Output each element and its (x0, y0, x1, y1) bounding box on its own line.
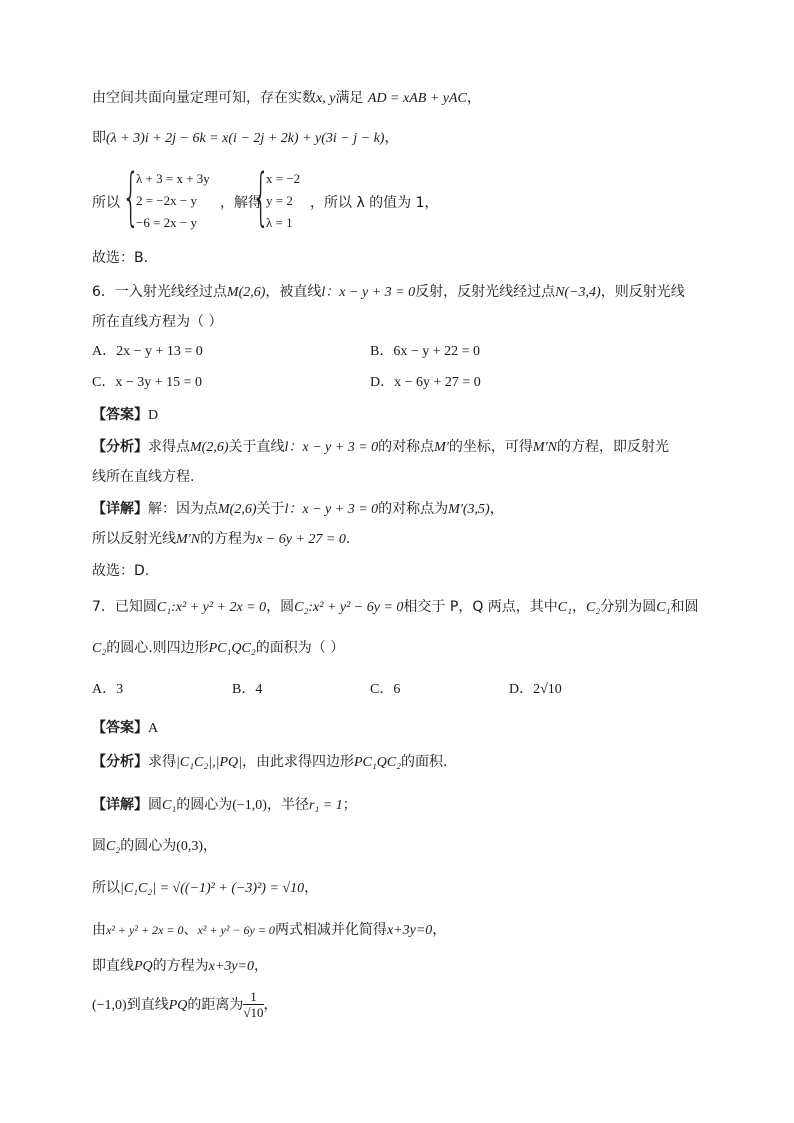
vector-equation: AD = xAB + yAC (367, 91, 467, 106)
document-page: 由空间共面向量定理可知，存在实数x, y满足 AD = xAB + yAC， 即(λ + 3)i + 2j − 6k = x(i − 2j + 2k) + y(3i − j − k)， 所以 { λ + 3 = x + 3y 2 = −2x − y −6 = 2x − y ，解得 { x = −2 y = 2 λ = 1 ，所以 λ 的值为 1， 故选：B. 6．一入射光线经过点M(2,6)，被直线l：x − y + 3 = 0反射，反射光线经过点N(−3,4)，则反射光线 所在直线方程为（ ） A．2x − y + 13 = 0 B．6x − y + 22 = 0 C．x − 3y + 15 = 0 D．x − 6y + 27 = 0 【答案】D 【分析】求得点M(2,6)关于直线l：x − y + 3 = 0的对称点M′的坐标，可得M′N的方程，即反射光 线所在直线方程. 【详解】解：因为点M(2,6)关于l：x − y + 3 = 0的对称点为M′(3,5)， 所以反射光线M′N的方程为x − 6y + 27 = 0. 故选：D. 7．已知圆C₁:x² + y² + 2x = 0，圆C₂:x² + y² − 6y = 0相交于 P，Q 两点，其中C₁，C₂分别为圆C₁和圆 C₂的圆心.则四边形PC₁QC₂的面积为（ ） A．3 B．4 C．6 D．2√10 【答案】A 【分析】求得|C₁C₂|,|PQ|，由此求得四边形PC₁QC₂的面积. 【详解】圆C₁的圆心为(−1,0)，半径r₁ = 1； 圆C₂的圆心为(0,3)， 所以|C₁C₂| = √((−1)² + (−3)²) = √10， 由x² + y² + 2x = 0、x² + y² − 6y = 0两式相减并化简得x+3y=0， 即直线PQ的方程为x+3y=0， (−1,0)到直线PQ的距离为 $\frac{1}{√10}$ ， (0, 0, 794, 1123)
question-7-cont: C₂的圆心.则四边形PC₁QC₂的面积为（ ） (92, 640, 345, 656)
answer-7: 【答案】A (92, 720, 159, 736)
analysis-6: 【分析】求得点M(2,6)关于直线l：x − y + 3 = 0的对称点M′的坐标，可得M′N的方程，即反射光 (92, 439, 669, 455)
q7-option-a: A．3 (92, 682, 124, 697)
fraction-one-over-sqrt10: $\frac{1}{√10}$ (243, 989, 264, 1020)
detail-7-point-distance: (−1,0)到直线PQ的距离为 $\frac{1}{√10}$ ， (92, 989, 278, 1020)
question-6-cont: 所在直线方程为（ ） (92, 314, 223, 330)
line-vector-expansion: 即(λ + 3)i + 2j − 6k = x(i − 2j + 2k) + y(3i − j − k)， (92, 130, 399, 146)
detail-7-distance: 所以|C₁C₂| = √((−1)² + (−3)²) = √10， (92, 880, 319, 896)
q6-option-a: A．2x − y + 13 = 0 (92, 344, 203, 359)
line-select-b: 故选：B. (92, 250, 149, 266)
detail-7-center2: 圆C₂的圆心为(0,3)， (92, 838, 218, 854)
analysis-6-cont: 线所在直线方程. (92, 469, 195, 485)
detail-7: 【详解】圆C₁的圆心为(−1,0)，半径r₁ = 1； (92, 797, 357, 813)
question-7: 7．已知圆C₁:x² + y² + 2x = 0，圆C₂:x² + y² − 6y = 0相交于 P，Q 两点，其中C₁，C₂分别为圆C₁和圆 (92, 599, 699, 615)
line-coplanar-theorem: 由空间共面向量定理可知，存在实数x, y满足 AD = xAB + yAC， (92, 90, 481, 106)
q6-option-b: B．6x − y + 22 = 0 (370, 344, 481, 359)
q7-option-b: B．4 (232, 682, 263, 697)
q6-option-c: C．x − 3y + 15 = 0 (92, 375, 203, 390)
select-6: 故选：D. (92, 563, 150, 579)
question-6: 6．一入射光线经过点M(2,6)，被直线l：x − y + 3 = 0反射，反射光线经过点N(−3,4)，则反射光线 (92, 284, 685, 300)
detail-6-cont: 所以反射光线M′N的方程为x − 6y + 27 = 0. (92, 531, 351, 547)
detail-6: 【详解】解：因为点M(2,6)关于l：x − y + 3 = 0的对称点为M′(3,5)， (92, 501, 504, 517)
analysis-7: 【分析】求得|C₁C₂|,|PQ|，由此求得四边形PC₁QC₂的面积. (92, 754, 448, 770)
q7-option-c: C．6 (370, 682, 401, 697)
detail-7-subtract: 由x² + y² + 2x = 0、x² + y² − 6y = 0两式相减并化简得x+3y=0， (92, 922, 447, 938)
answer-6: 【答案】D (92, 407, 159, 423)
q6-option-d: D．x − 6y + 27 = 0 (370, 375, 481, 390)
detail-7-line-pq: 即直线PQ的方程为x+3y=0， (92, 958, 268, 974)
q7-option-d: D．2√10 (509, 682, 562, 697)
